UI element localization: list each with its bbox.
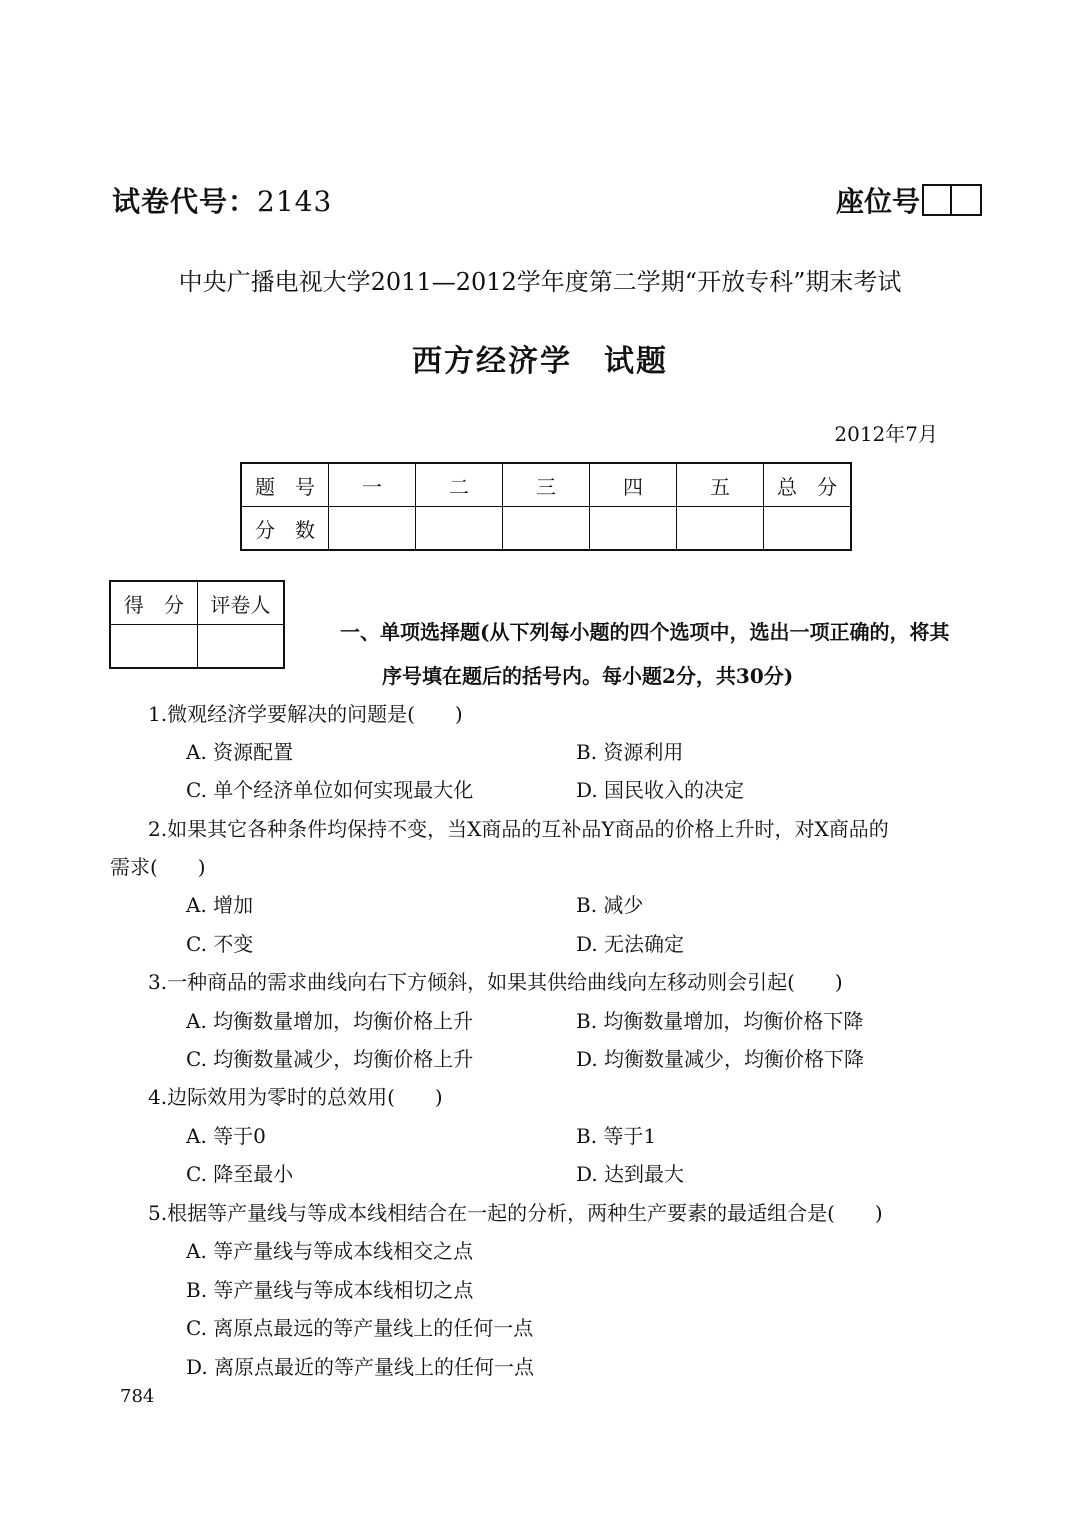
question-option: B. 等于1 bbox=[576, 1124, 657, 1148]
score-table-header-cell: 二 bbox=[416, 463, 503, 507]
section-heading-line: 序号填在题后的括号内。每小题2分，共30分) bbox=[382, 664, 794, 688]
question-option: A. 等产量线与等成本线相交之点 bbox=[186, 1239, 474, 1263]
grader-cell bbox=[110, 625, 197, 669]
exam-code-value: 2143 bbox=[257, 185, 333, 218]
question-option: D. 无法确定 bbox=[576, 932, 685, 956]
exam-code-label: 试卷代号： bbox=[112, 185, 258, 218]
question-stem: 4.边际效用为零时的总效用( ) bbox=[148, 1085, 443, 1109]
exam-date: 2012年7月 bbox=[834, 422, 938, 446]
question-option: C. 单个经济单位如何实现最大化 bbox=[186, 778, 474, 802]
question-option: C. 降至最小 bbox=[186, 1162, 294, 1186]
question-option: A. 增加 bbox=[186, 893, 254, 917]
question-stem: 2.如果其它各种条件均保持不变，当X商品的互补品Y商品的价格上升时，对X商品的 bbox=[148, 817, 889, 841]
exam-title-line: 中央广播电视大学2011—2012学年度第二学期“开放专科”期末考试 bbox=[178, 268, 902, 296]
score-cell bbox=[677, 507, 764, 551]
question-stem: 5.根据等产量线与等成本线相结合在一起的分析，两种生产要素的最适组合是( ) bbox=[148, 1201, 883, 1225]
section-heading bbox=[340, 610, 990, 698]
question-stem: 1.微观经济学要解决的问题是( ) bbox=[148, 702, 463, 726]
score-cell bbox=[503, 507, 590, 551]
grader-table-header-cell: 评卷人 bbox=[197, 581, 284, 625]
grader-table-header-row bbox=[110, 581, 284, 625]
score-table bbox=[240, 462, 852, 551]
grader-cell bbox=[197, 625, 284, 669]
question-option: C. 离原点最远的等产量线上的任何一点 bbox=[186, 1316, 534, 1340]
grader-table-body-row bbox=[110, 625, 284, 669]
question-option: D. 国民收入的决定 bbox=[576, 778, 745, 802]
question-option: D. 达到最大 bbox=[576, 1162, 685, 1186]
subject-title: 西方经济学 试题 bbox=[412, 344, 668, 379]
question-option: B. 资源利用 bbox=[576, 740, 684, 764]
score-table-header-cell: 总 分 bbox=[764, 463, 852, 507]
score-cell bbox=[590, 507, 677, 551]
score-table-header-row bbox=[241, 463, 851, 507]
question-stem-continued: 需求( ) bbox=[110, 855, 206, 879]
score-table-header-cell: 四 bbox=[590, 463, 677, 507]
question-option: A. 均衡数量增加，均衡价格上升 bbox=[186, 1009, 474, 1033]
section-heading-line: 一、单项选择题(从下列每小题的四个选项中，选出一项正确的，将其 bbox=[340, 620, 950, 644]
page-number: 784 bbox=[120, 1386, 155, 1407]
score-table-header-cell: 三 bbox=[503, 463, 590, 507]
seat-number-boxes bbox=[922, 184, 982, 216]
question-option: B. 均衡数量增加，均衡价格下降 bbox=[576, 1009, 864, 1033]
question-option: D. 离原点最近的等产量线上的任何一点 bbox=[186, 1355, 535, 1379]
exam-code bbox=[112, 180, 332, 220]
score-table-header-cell: 一 bbox=[329, 463, 416, 507]
question-option: B. 等产量线与等成本线相切之点 bbox=[186, 1278, 474, 1302]
seat-box bbox=[922, 184, 952, 216]
score-table-row-label: 分 数 bbox=[241, 507, 329, 551]
grader-table-header-cell: 得 分 bbox=[110, 581, 197, 625]
seat-number-label: 座位号 bbox=[835, 185, 920, 218]
score-table-score-row bbox=[241, 507, 851, 551]
score-cell bbox=[764, 507, 852, 551]
seat-box bbox=[952, 184, 982, 216]
question-stem: 3.一种商品的需求曲线向右下方倾斜，如果其供给曲线向左移动则会引起( ) bbox=[148, 970, 843, 994]
seat-number bbox=[836, 180, 982, 220]
score-cell bbox=[329, 507, 416, 551]
score-cell bbox=[416, 507, 503, 551]
question-option: C. 均衡数量减少，均衡价格上升 bbox=[186, 1047, 474, 1071]
question-option: A. 等于0 bbox=[186, 1124, 266, 1148]
question-option: A. 资源配置 bbox=[186, 740, 294, 764]
score-table-header-cell: 五 bbox=[677, 463, 764, 507]
question-option: D. 均衡数量减少，均衡价格下降 bbox=[576, 1047, 865, 1071]
grader-table bbox=[109, 580, 285, 669]
score-table-header-cell: 题 号 bbox=[241, 463, 329, 507]
question-option: C. 不变 bbox=[186, 932, 254, 956]
question-option: B. 减少 bbox=[576, 893, 644, 917]
